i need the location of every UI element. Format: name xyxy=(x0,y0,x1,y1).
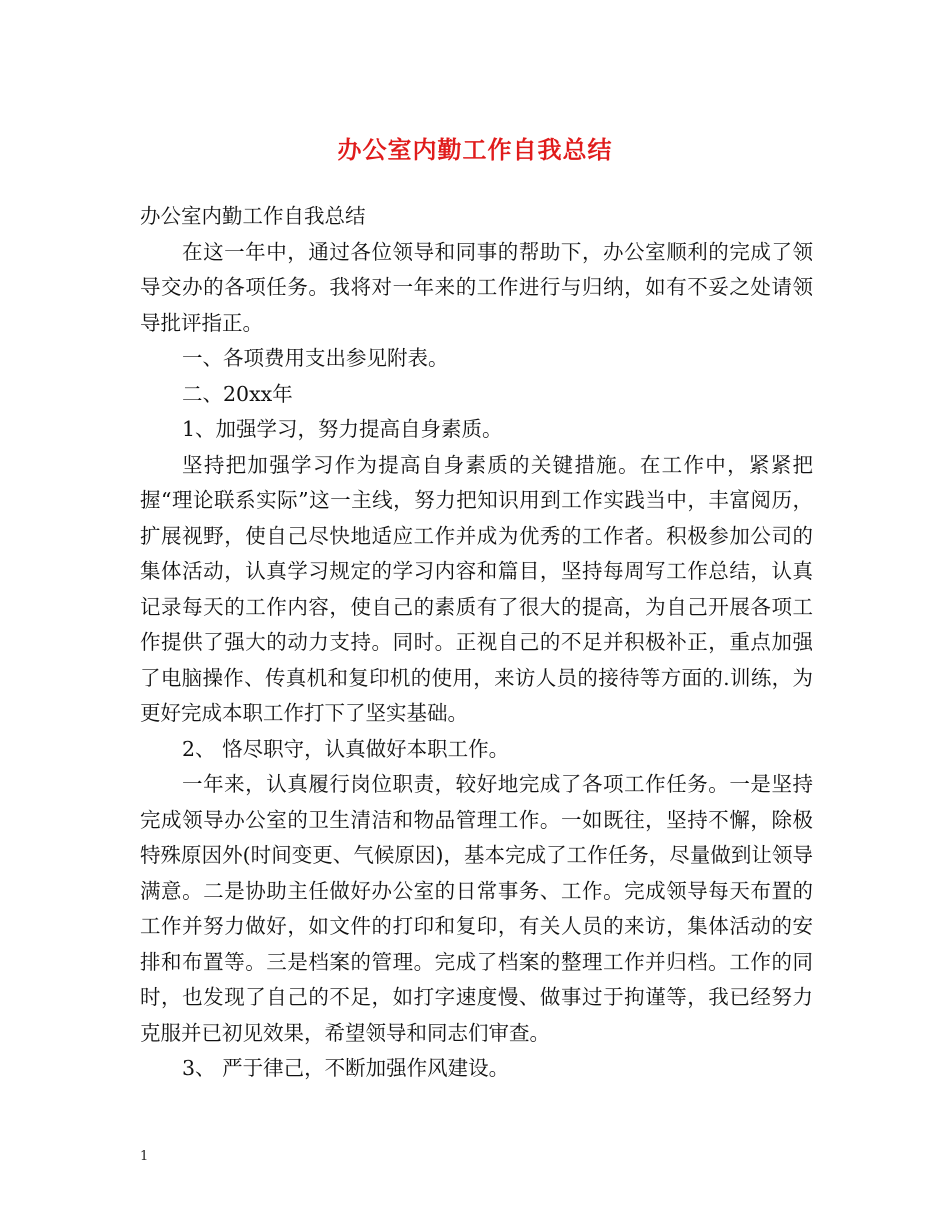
section-heading-1: 一、各项费用支出参见附表。 xyxy=(182,346,449,370)
duty-paragraph: 一年来，认真履行岗位职责，较好地完成了各项工作任务。一是坚持完成领导办公室的卫生清洁和物品管理工作。一如既往，坚持不懈，除极特殊原因外(时间变更、气候原因)，基本完成了工作任务，尽量做到让领导满意。二是协助主任做好办公室的日常事务、工作。完成领导每天布置的工作并努力做好，如文件的打印和复印，有关人员的来访，集体活动的安排和布置等。三是档案的管理。完成了档案的整理工作并归档。工作的同时，也发现了自己的不足，如打字速度慢、做事过于拘谨等，我已经努力克服并已初见效果，希望领导和同志们审查。 xyxy=(140,772,813,1045)
intro-paragraph: 在这一年中，通过各位领导和同事的帮助下，办公室顺利的完成了领导交办的各项任务。我将对一年来的工作进行与归纳，如有不妥之处请领导批评指正。 xyxy=(140,239,813,335)
document-body xyxy=(140,199,813,1087)
subsection-heading-1: 1、加强学习，努力提高自身素质。 xyxy=(182,417,503,441)
section-heading-2: 二、20xx年 xyxy=(182,381,293,406)
subsection-heading-2: 2、 恪尽职守，认真做好本职工作。 xyxy=(182,736,510,761)
page-number: 1 xyxy=(140,1149,149,1164)
body-heading: 办公室内勤工作自我总结 xyxy=(140,204,366,228)
document-title: 办公室内勤工作自我总结 xyxy=(337,135,613,164)
subsection-heading-3: 3、 严于律己，不断加强作风建设。 xyxy=(182,1056,510,1080)
study-paragraph: 坚持把加强学习作为提高自身素质的关键措施。在工作中，紧紧把握“理论联系实际”这一主线，努力把知识用到工作实践当中，丰富阅历，扩展视野，使自己尽快地适应工作并成为优秀的工作者。积极参加公司的集体活动，认真学习规定的学习内容和篇目，坚持每周写工作总结，认真记录每天的工作内容，使自己的素质有了很大的提高，为自己开展各项工作提供了强大的动力支持。同时。正视自己的不足并积极补正，重点加强了电脑操作、传真机和复印机的使用，来访人员的接待等方面的.训练，为更好完成本职工作打下了坚实基础。 xyxy=(140,452,813,725)
